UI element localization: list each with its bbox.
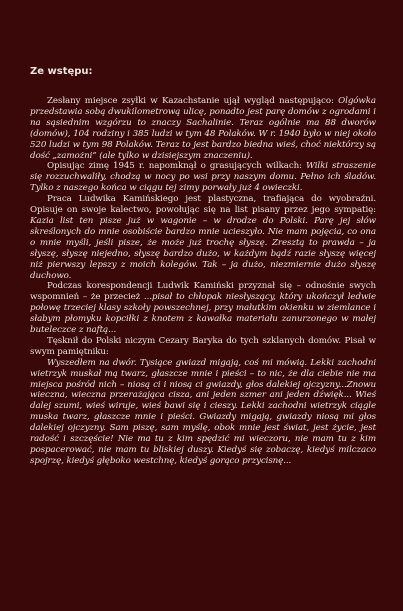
section-heading: Ze wstępu:	[30, 66, 93, 77]
paragraph-4	[30, 281, 376, 336]
quote-run: Olgówka przedstawia sobą dwukilometrową ulicę, ponadto jest parę domów z ogrodami i na sąsiednim wzgórzu to znaczy Sachalinie. Teraz ogólnie ma 88 dworów (domów), 104 rodziny i 385 ludzi w tym 48 Polaków. W r. 1940 było w niej około 520 ludzi w tym 98 Polaków. Teraz to jest bardzo biedna wieś, choć niektórzy są dość „zamożni” (ale tylko w dzisiejszym znaczeniu).	[30, 96, 376, 161]
paragraph-1	[30, 96, 376, 161]
text-run: Praca Ludwika Kamińskiego jest plastyczna, trafiająca do wyobraźni. Opisuje on swoje kalectwo, powołując się na list pisany przez jego sympatię:	[30, 194, 376, 216]
quote-run: Wilki straszenie się rozzuchwaliły, chodzą w nocy po wsi przy naszym domu. Pełno ich śladów. Tylko z naszego końca w ciągu tej zimy porwały już 4 owieczki.	[30, 161, 376, 194]
paragraph-5	[30, 336, 376, 358]
paragraph-3	[30, 194, 376, 281]
quote-run: Kazia list ten pisze już w wagonie – w drodze do Polski. Parę jej słów skreślonych do mnie osobiście bardzo mnie ucieszyło. Nie mam pojęcia, co ona o mnie myśli, jeśli pisze, że może już trochę słyszę. Zresztą to prawda – ja słyszę, słyszę niejedno, słyszę bardzo dużo, w każdym bądź razie słyszę więcej niż pierwszy lepszy z moich kolegów. Tak – ja dużo, niezmiernie dużo słyszę duchowo.	[30, 215, 376, 281]
quote-run: Wyszedłem na dwór. Tysiące gwiazd migają, coś mi mówią. Lekki zachodni wietrzyk muskał mą twarz, głaszcze mnie i pieści – to nic, że dla ciebie nie ma miejsca pośród nich – niosą ci i niosą ci gwiazdy, głos dalekiej ojczyzny...Znowu wieczna, wieczna przerażająca cisza, ani jeden szmer ani jeden dźwięk... Wieś dalej szumi, wieś wiruje, wieś bawi się i cieszy. Lekki zachodni wietrzyk ciągle muska twarz, głaszcze mnie i pieści. Gwiazdy migają, gwiazdy niosą mi głos dalekiej ojczyzny. Sam piszę, sam myślę, obok mnie jest świat, jest życie, jest radość i szczęście! Nie ma tu z kim spędzić mi wieczoru, nie mam tu z kim pospacerować, nie mam tu bliskiej duszy. Kiedyś się zobaczę, kiedyś milczaco spojrzę, kiedyś głęboko westchnę, kiedyś gorąco przycisnę...	[30, 357, 376, 466]
quote-run: ...pisał to chłopak niesłyszący, który ukończył ledwie połowę trzeciej klasy szkoły powszechnej, przy małutkim okienku w ziemlance i słabym płomyku kopciłki z knotem z kawałka materiału zanurzonego w małej buteleczce z naftą...	[30, 292, 376, 336]
text-run: Tęsknił do Polski niczym Cezary Baryka do tych szklanych domów. Pisał w swym pamiętniku:	[30, 335, 376, 357]
text-run: Podczas korespondencji Ludwik Kamiński przyznał się – odnośnie swych wspomnień – że przecież	[30, 281, 376, 303]
text-run: Zesłany miejsce zsyłki w Kazachstanie ujął wygląd następująco:	[47, 96, 339, 106]
text-run: Opisując zimę 1945 r. napomknął o grasujących wilkach:	[47, 161, 307, 172]
paragraph-2	[30, 161, 376, 194]
paragraph-6	[30, 358, 376, 467]
